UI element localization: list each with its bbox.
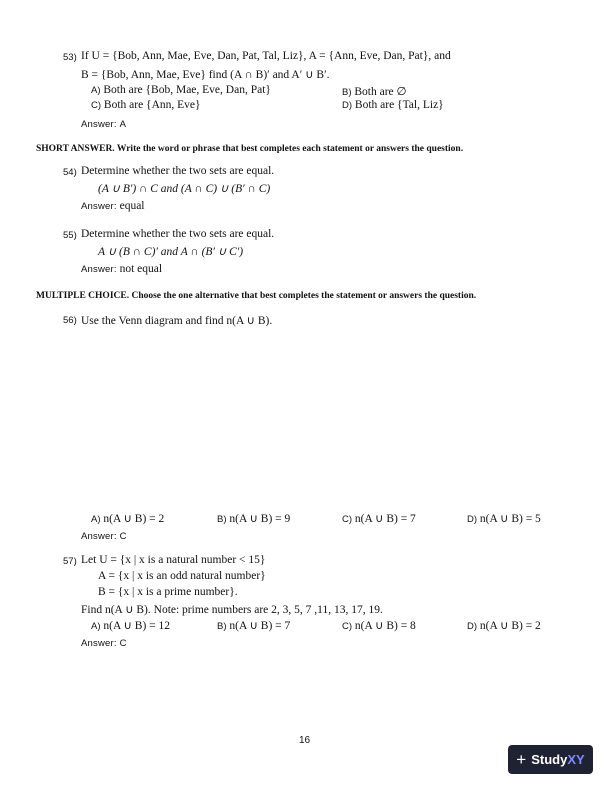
studyxy-badge[interactable] — [508, 745, 593, 774]
q54-answer — [81, 200, 145, 212]
section-header-multiple-choice: MULTIPLE CHOICE. Choose the one alternative that best completes the statement or answers the question. — [36, 291, 477, 301]
q53-option-a — [91, 84, 271, 96]
answer-label: Answer: — [81, 264, 117, 275]
option-letter: B) — [342, 87, 352, 98]
q55-number: 55) — [63, 230, 77, 241]
option-text: Both are {Ann, Eve} — [103, 99, 201, 111]
option-text: n(A ∪ B) = 5 — [479, 513, 541, 525]
option-letter: A) — [91, 514, 101, 525]
q57-option-b — [217, 618, 290, 632]
q57-line3: B = {x | x is a prime number}. — [98, 586, 238, 598]
plus-icon: + — [516, 750, 527, 769]
q55-line2: A ∪ (B ∩ C)′ and A ∩ (B′ ∪ C′) — [98, 246, 244, 258]
q53-option-d — [342, 99, 444, 111]
option-letter: D) — [342, 100, 353, 111]
answer-label: Answer: — [81, 201, 117, 212]
option-text: n(A ∪ B) = 7 — [354, 513, 416, 525]
option-letter: B) — [217, 621, 227, 632]
q57-line2: A = {x | x is an odd natural number} — [98, 570, 266, 582]
option-text: Both are {Bob, Mae, Eve, Dan, Pat} — [103, 84, 271, 96]
q53-answer — [81, 118, 126, 130]
option-letter: D) — [467, 514, 478, 525]
answer-value: C — [119, 531, 127, 542]
q54-line2: (A ∪ B′) ∩ C and (A ∩ C) ∪ (B′ ∩ C) — [98, 183, 271, 195]
option-letter: A) — [91, 85, 101, 96]
q56-answer — [81, 530, 126, 542]
q56-number: 56) — [63, 315, 77, 326]
option-letter: B) — [217, 514, 227, 525]
answer-value: equal — [119, 200, 145, 212]
answer-label: Answer: — [81, 638, 117, 649]
page-number: 16 — [299, 735, 311, 746]
option-letter: C) — [91, 100, 102, 111]
q55-answer — [81, 263, 162, 275]
option-text: n(A ∪ B) = 8 — [354, 620, 416, 632]
option-letter: C) — [342, 621, 353, 632]
q57-line4: Find n(A ∪ B). Note: prime numbers are 2, 3, 5, 7 ,11, 13, 17, 19. — [81, 604, 383, 616]
q57-option-a — [91, 618, 170, 632]
option-text: n(A ∪ B) = 7 — [229, 620, 291, 632]
q56-line1: Use the Venn diagram and find n(A ∪ B). — [81, 315, 273, 327]
answer-label: Answer: — [81, 531, 117, 542]
answer-value: A — [119, 119, 126, 130]
q54-line1: Determine whether the two sets are equal. — [81, 165, 275, 177]
option-letter: C) — [342, 514, 353, 525]
q56-option-c — [342, 511, 416, 525]
option-letter: A) — [91, 621, 101, 632]
answer-value: C — [119, 638, 127, 649]
q57-option-d — [467, 618, 541, 632]
option-text: n(A ∪ B) = 2 — [103, 513, 165, 525]
q57-line1: Let U = {x | x is a natural number < 15} — [81, 554, 266, 566]
q57-answer — [81, 637, 126, 649]
q57-option-c — [342, 618, 416, 632]
q53-option-b — [342, 84, 407, 98]
option-text: n(A ∪ B) = 2 — [479, 620, 541, 632]
q53-line1: If U = {Bob, Ann, Mae, Eve, Dan, Pat, Tal, Liz}, A = {Ann, Eve, Dan, Pat}, and — [81, 50, 451, 62]
q54-number: 54) — [63, 167, 77, 178]
option-text: Both are {Tal, Liz} — [354, 99, 444, 111]
option-text: n(A ∪ B) = 9 — [229, 513, 291, 525]
q56-option-d — [467, 511, 541, 525]
q53-number: 53) — [63, 52, 77, 63]
brand-logo-text: StudyXY — [531, 752, 585, 767]
q56-option-b — [217, 511, 290, 525]
option-text: Both are ∅ — [354, 86, 407, 98]
answer-value: not equal — [119, 263, 163, 275]
section-header-short-answer: SHORT ANSWER. Write the word or phrase that best completes each statement or answers the question. — [36, 144, 464, 154]
q57-number: 57) — [63, 556, 77, 567]
option-letter: D) — [467, 621, 478, 632]
q53-line2: B = {Bob, Ann, Mae, Eve} find (A ∩ B)′ and A′ ∪ B′. — [81, 69, 330, 81]
q55-line1: Determine whether the two sets are equal. — [81, 228, 275, 240]
option-text: n(A ∪ B) = 12 — [103, 620, 171, 632]
answer-label: Answer: — [81, 119, 117, 130]
q56-option-a — [91, 511, 164, 525]
q53-option-c — [91, 99, 201, 111]
